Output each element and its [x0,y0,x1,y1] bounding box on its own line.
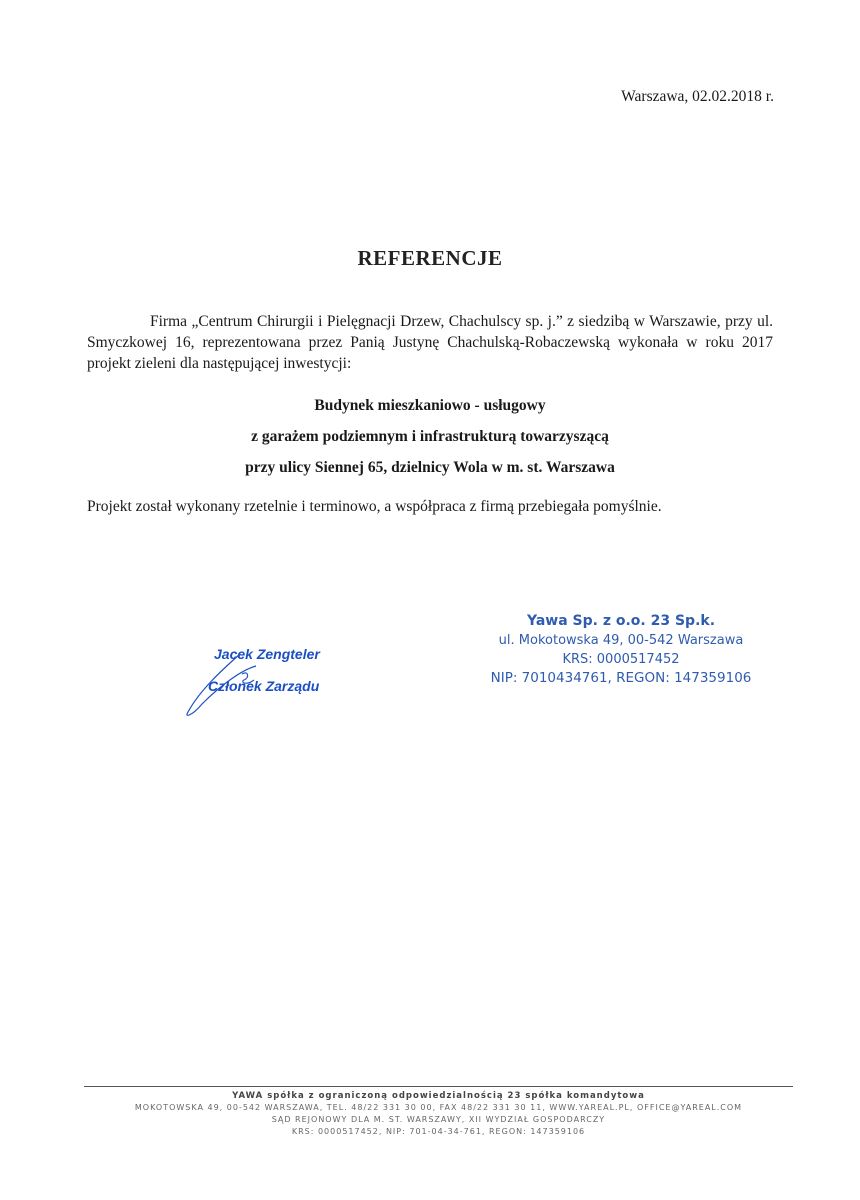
letterhead-footer [84,1090,793,1138]
closing-paragraph: Projekt został wykonany rzetelnie i terminowo, a współpraca z firmą przebiegała pomyślnie. [87,498,662,515]
letter-date: Warszawa, 02.02.2018 r. [621,88,774,105]
intro-paragraph: Firma „Centrum Chirurgii i Pielęgnacji Drzew, Chachulscy sp. j.” z siedzibą w Warszawie, przy ul. Smyczkowej 16, reprezentowana przez Panią Justynę Chachulską-Robaczewską wykonała w roku 2017 projekt zieleni dla następującej inwestycji: [87,313,773,372]
project-line-2: z garażem podziemnym i infrastrukturą towarzyszącą [251,428,609,445]
stamp-nip-regon: NIP: 7010434761, REGON: 147359106 [490,670,752,686]
stamp-address: ul. Mokotowska 49, 00-542 Warszawa [498,633,744,648]
document-title: REFERENCJE [357,246,503,270]
signature-block [182,640,362,720]
footer-company: YAWA spółka z ograniczoną odpowiedzialnością 23 spółka komandytowa [232,1091,645,1101]
footer-court: SĄD REJONOWY DLA M. ST. WARSZAWY, XII WYDZIAŁ GOSPODARCZY [271,1115,606,1124]
footer-divider [84,1086,793,1087]
project-line-1: Budynek mieszkaniowo - usługowy [314,397,546,414]
signatory-name: Jacek Zengteler [214,646,320,662]
stamp-company: Yawa Sp. z o.o. 23 Sp.k. [526,613,716,629]
signatory-role: Członek Zarządu [208,678,320,694]
project-line-3: przy ulicy Siennej 65, dzielnicy Wola w m. st. Warszawa [245,459,615,476]
footer-ids: KRS: 0000517452, NIP: 701-04-34-761, REGON: 147359106 [291,1127,586,1136]
company-stamp [486,612,756,688]
stamp-krs: KRS: 0000517452 [562,652,680,667]
project-description [0,390,860,483]
footer-contact: MOKOTOWSKA 49, 00-542 WARSZAWA, TEL. 48/22 331 30 00, FAX 48/22 331 30 11, WWW.YAREAL.PL, OFFICE@YAREAL.COM [134,1103,743,1112]
